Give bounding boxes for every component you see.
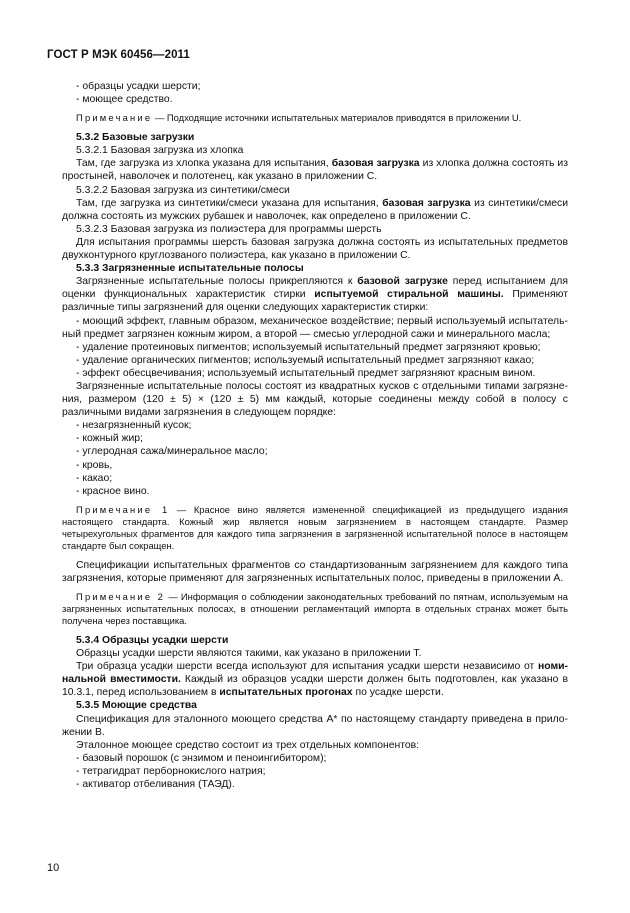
list-item: - эффект обесцвечивания; используемый испытательный предмет загрязняют красным вином. (76, 367, 536, 379)
note (62, 504, 568, 552)
list-item: - образцы усадки шерсти; (76, 81, 201, 92)
section-heading: 5.3.4 Образцы усадки шерсти (76, 635, 229, 646)
paragraph: Спецификации испытательных фрагментов со стандартизованным загрязнением для каждого типа загрязнения, которые применяют для загрязненных испытательных полос, приведены в приложении А. (62, 559, 568, 584)
note-label: Примечание (76, 112, 153, 124)
list-item: - моющее средство. (76, 94, 173, 106)
list-item: - незагрязненный кусок; (76, 420, 192, 432)
note-label: Примечание 2 (76, 591, 166, 602)
paragraph: Загрязненные испытательные полосы прикрепляются к базовой загрузке перед испытанием для оценки функциональных характеристик стирки испытуемой стиральной машины. Применяют различные типы загрязнений для оценки следующих характеристик стирки: (62, 276, 568, 314)
subsection-heading: 5.3.2.2 Базовая загрузка из синтетики/смеси (76, 184, 290, 196)
note (62, 112, 568, 124)
list-item: - тетрагидрат перборнокислого натрия; (76, 765, 266, 777)
list-item: - какао; (76, 472, 113, 484)
note (62, 591, 568, 627)
subsection-heading: 5.3.2.3 Базовая загрузка из полиэстера для программы шерсть (76, 223, 382, 235)
paragraph: Образцы усадки шерсти являются такими, как указано в приложении Т. (76, 648, 422, 660)
section-heading: 5.3.2 Базовые загрузки (76, 132, 195, 144)
page-header: ГОСТ Р МЭК 60456—2011 (47, 49, 190, 61)
list-item: - активатор отбеливания (ТАЭД). (76, 779, 235, 791)
paragraph: Там, где загрузка из синтетики/смеси указана для испытания, базовая загрузка из синтетики/смеси должна состоять из мужских рубашек и наволочек, как определено в приложении С. (62, 197, 569, 222)
page-content (62, 80, 568, 791)
list-item: - углеродная сажа/минеральное масло; (76, 446, 268, 458)
paragraph: Загрязненные испытательные полосы состоят из квадратных кусков с отдельными типами загрязне-ния, размером (120 ± 5) × (120 ± 5) мм каждый, которые соединены между собой в полосу с различными видами загрязнения в следующем порядке: (62, 380, 568, 419)
paragraph: Там, где загрузка из хлопка указана для испытания, базовая загрузка из хлопка должна состоять из простыней, наволочек и полотенец, как указано в приложении С. (62, 158, 568, 183)
page-number: 10 (47, 862, 60, 874)
paragraph: Эталонное моющее средство состоит из трех отдельных компонентов: (76, 739, 420, 751)
list-item: - удаление органических пигментов; используемый испытательный предмет загрязняют какао; (76, 354, 535, 366)
note-text: — Подходящие источники испытательных материалов приводятся в приложении U. (152, 112, 522, 124)
list-item: - кровь, (76, 459, 113, 471)
list-item: - красное вино. (76, 485, 150, 497)
paragraph: Для испытания программы шерсть базовая загрузка должна состоять из испытательных предметов двухконтурного круглозваного полиэстера, как указано в приложении С. (62, 236, 568, 262)
subsection-heading: 5.3.2.1 Базовая загрузка из хлопка (76, 145, 244, 157)
section-heading: 5.3.3 Загрязненные испытательные полосы (76, 263, 304, 275)
paragraph: Три образца усадки шерсти всегда используют для испытания усадки шерсти независимо от номи-нальной вместимости. Каждый из образцов усадки шерсти должен быть подготовлен, как указано в 10.3.1, перед использованием в испытательных прогонах по усадке шерсти. (62, 661, 568, 699)
paragraph: Спецификация для эталонного моющего средства А* по настоящему стандарту приведена в прило-жении В. (62, 713, 568, 738)
note-label: Примечание 1 (76, 503, 170, 515)
section-heading: 5.3.5 Моющие средства (76, 700, 197, 712)
list-item: - базовый порошок (с энзимом и пеноингибитором); (76, 752, 327, 764)
note-text: — Красное вино является измененной спецификацией из предыдущего издания настоящего стандарта. Кожный жир является новым загрязнением в настоящем стандарте. Размер четырехугольных фрагментов для каждого типа загрязнения в загрязненной испытательной полосе в настоящем стандарте был сокращен. (62, 503, 568, 551)
list-item: - моющий эффект, главным образом, механическое воздействие; первый используемый испытатель-ный предмет загрязнен кожным жиром, а второй — смесью углеродной сажи и минерального масла; (62, 315, 568, 340)
list-item: - кожный жир; (76, 433, 143, 445)
list-item: - удаление протеиновых пигментов; используемый испытательный предмет загрязняют кровью; (76, 341, 541, 353)
note-text: — Информация о соблюдении законодательных требований по пятнам, используемым на загрязненных испытательных полосах, в отношении регламентаций импорта в отдельных странах может быть получена через поставщика. (62, 591, 569, 626)
